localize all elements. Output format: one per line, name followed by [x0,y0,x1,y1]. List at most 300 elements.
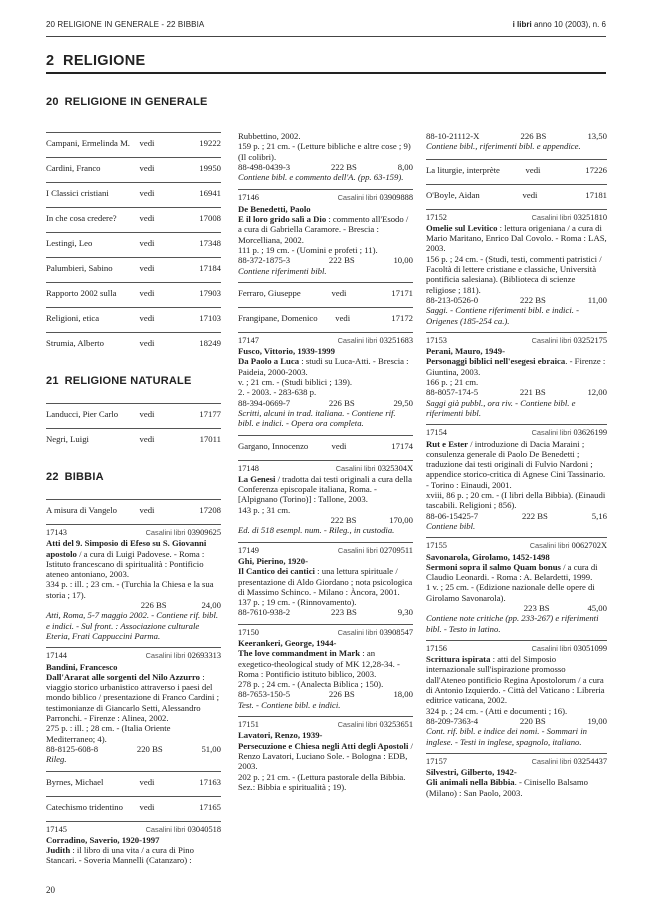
entry-text: 2. - 2003. - 283-638 p. [238,387,317,398]
entry-text: 222 BS [331,161,357,172]
chapter-rule [46,72,606,74]
xref-name: Catechismo tridentino [46,801,123,812]
entry-text: v. ; 21 cm. - (Studi biblici ; 139). [238,377,353,388]
entry-text: 278 p. ; 24 cm. - (Analecta Biblica ; 150). [238,679,384,690]
entry-text: . - Firenze : Giuntina, 2003. [426,356,606,377]
xref-name: Landucci, Pier Carlo [46,409,119,419]
xref-row [238,282,413,307]
entry-header [46,651,221,661]
entry-text: 88-06-15425-7 [426,510,479,521]
entry-text: 88-7653-150-5 [238,689,291,700]
entry-text: 19,00 [587,715,607,726]
xref-ref: 19950 [199,163,221,173]
xref-row [238,435,413,460]
entry-header [238,546,413,556]
xref-ref: 17008 [199,213,221,223]
xref-ref: 17172 [391,312,413,323]
entry-author: Ghi, Pierino, 1920- [238,555,308,566]
entry-isbn-line [426,716,607,726]
chapter-name: RELIGIONE [63,53,146,69]
entry-text: 03254437 [573,756,607,766]
entry-text: 03252175 [573,335,607,345]
xref-name: I Classici cristiani [46,188,109,198]
xref-name: Campani, Ermelinda M. [46,138,130,148]
source-label [336,464,413,474]
entry-text: 17146 [238,193,259,203]
xref-row [46,207,221,232]
entry-text: 88-498-0439-3 [238,161,291,172]
section-heading-20: 20 RELIGIONE IN GENERALE [46,96,208,108]
xref-name: Religioni, etica [46,313,100,323]
xref-see: vedi [139,213,155,223]
entry-17149 [238,542,413,624]
entry-text: 223 BS [523,602,550,613]
entry-title [46,672,221,723]
issue-info: anno 10 (2003), n. 6 [531,20,606,29]
entry-text: Persecuzione e Chiesa negli Atti degli Apostoli [238,740,409,751]
xref-ref: 17208 [199,505,221,515]
entry-text: 17151 [238,720,259,730]
xref-row [46,403,221,428]
entry-text: Casalini libri [145,824,186,834]
entry-header [46,825,221,835]
entry-text: 03040518 [187,824,221,834]
entry-header [46,528,221,538]
xref-see: vedi [139,505,155,515]
entry-text: 226 BS [328,397,355,408]
xref-ref: 17103 [199,313,221,323]
entry-text: 17149 [238,545,259,555]
xref-ref: 17165 [199,801,221,812]
entry-text: 1 v. ; 25 cm. - (Edizione nazionale delle opere di Girolamo Savonarola). [426,582,595,603]
entry-text: 17152 [426,212,447,222]
xref-see: vedi [331,287,347,298]
entry-text: 159 p. ; 21 cm. - (Letture bibliche e altre cose ; 9) (Il colibri). [238,141,411,162]
entry-title [238,741,413,772]
entry-note: Contiene bibl. e commento dell'A. (pp. 63-159). [238,172,404,183]
entry-text: 137 p. ; 19 cm. - (Rinnovamento). [238,597,357,608]
section-heading-22: 22 BIBBIA [46,471,104,483]
entry-text: 222 BS [522,510,548,521]
entry-text: 17157 [426,756,447,766]
entry-author: Fusco, Vittorio, 1939-1999 [238,346,335,357]
running-header-right [513,20,606,29]
entry-note: Saggi già pubbl., ora riv. - Contiene bibl. e riferimenti bibl. [426,397,576,418]
xref-name: Negri, Luigi [46,434,89,444]
entry-text: 88-8057-174-5 [426,387,479,398]
entry-text: 275 p. : ill. ; 28 cm. - (Italia Oriente Mediterraneo; 4). [46,723,171,744]
xref-see: vedi [139,776,155,787]
entry-text: Rut e Ester [426,438,468,449]
xref-row [426,184,607,209]
xref-row [46,282,221,307]
entry-text: 220 BS [519,715,546,726]
entry-text: 03251810 [573,212,607,222]
running-header-left: 20 RELIGIONE IN GENERALE - 22 BIBBIA [46,20,205,29]
entry-author: Perani, Mauro, 1949- [426,346,505,357]
entry-author: Lavatori, Renzo, 1939- [238,730,323,741]
xref-name: Ferraro, Giuseppe [238,287,301,298]
entry-text: 17145 [46,824,67,834]
entry-text: The love commandment in Mark [238,648,361,659]
entry-text: Casalini libri [531,643,572,653]
entry-text: 29,50 [393,397,413,408]
xref-see: vedi [525,164,541,175]
entry-header [426,644,607,654]
xref-row [46,307,221,332]
entry-text: 17156 [426,643,447,653]
entry-text: Casalini libri [531,335,572,345]
entry-17153 [426,332,607,424]
entry-note: Contiene riferimenti bibl. [238,265,327,276]
entry-note: Scritti, alcuni in trad. italiana. - Contiene rif. bibl. e indici. - Opera ora completa. [238,407,396,429]
header-rule [46,36,606,37]
source-label [338,193,413,203]
xref-see: vedi [522,189,538,200]
entry-17152 [426,209,607,332]
chapter-number: 2 [46,53,55,69]
entry-header [238,628,413,638]
xref-ref: 18249 [199,338,221,348]
source-label [532,757,607,767]
xref-row [238,307,413,332]
xref-row [46,232,221,257]
xref-see: vedi [139,238,155,248]
entry-isbn-line [238,689,413,699]
entry-title [238,566,413,597]
entry-text: Casalini libri [531,428,572,438]
entry-text [426,131,607,141]
entry-text: 12,00 [587,387,607,398]
xref-see: vedi [139,338,155,348]
xref-see: vedi [139,188,155,198]
entry-title [238,474,413,505]
entry-title [426,562,607,583]
xref-row [46,132,221,157]
source-label [146,651,221,661]
entry-text: 18,00 [393,689,413,700]
entry-title [46,845,221,866]
xref-row [46,257,221,282]
entry-17145 [46,821,221,872]
xref-row [426,159,607,184]
entry-text: 88-213-0526-0 [426,294,479,305]
xref-row [46,182,221,207]
xref-list-21 [46,403,221,453]
xref-name: Rapporto 2002 sulla [46,288,117,298]
entry-text: 324 p. ; 24 cm. - (Atti e documenti ; 16). [426,705,568,716]
entry-isbn-line [46,600,221,610]
entry-17147 [238,332,413,435]
entry-text: Gli animali nella Bibbia [426,777,515,788]
entry-text: : studi su Luca-Atti. - Brescia : Paideia, 2000-2003. [238,356,409,377]
entry-header [426,541,607,551]
column-2 [238,131,413,798]
entry-text: : commento all'Esodo / a cura di Gabriella Caramore. - Brescia : Morcelliana, 2002. [238,214,409,245]
entry-text: 143 p. ; 31 cm. [238,504,291,515]
xref-ref: 17226 [585,164,607,175]
entry-text: 13,50 [587,131,607,141]
column-1 [46,96,221,872]
entry-17144 [46,647,221,770]
entry-text: Personaggi biblici nell'esegesi ebraica [426,356,566,367]
entry-text: 17155 [426,541,447,551]
entry-text: 222 BS [328,255,355,266]
xref-ref: 17181 [585,189,607,200]
entry-text: 88-10-21112-X [426,131,480,141]
entry-author: Savonarola, Girolamo, 1452-1498 [426,551,550,562]
entry-title [46,538,221,579]
entry-text: 5,16 [591,510,607,521]
entry-text: 11,00 [587,294,607,305]
entry-text: Sermoni sopra il salmo Quam bonus [426,561,561,572]
entry-author: Keerankeri, George, 1944- [238,637,337,648]
entry-text: 222 BS [330,515,357,526]
entry-text: xviii, 86 p. ; 20 cm. - (I libri della Bibbia). (Einaudi tascabili. Religioni ; 856). [426,490,606,511]
entry-isbn-line [426,603,607,613]
entry-title [426,654,607,705]
xref-ref: 17011 [199,434,221,444]
entry-17145-continued [238,131,413,189]
entry-17154 [426,424,607,537]
entry-text: 24,00 [201,600,221,611]
entry-header [238,720,413,730]
entry-isbn-line [238,162,413,172]
xref-name: A misura di Vangelo [46,505,118,515]
entry-text: Casalini libri [337,627,378,637]
entry-text: La Genesi [238,473,276,484]
xref-see: vedi [139,263,155,273]
entry-text: Scrittura ispirata [426,654,491,665]
entry-title [426,356,607,377]
xref-see: vedi [331,440,347,451]
entry-note: Saggi. - Contiene riferimenti bibl. e indici. - Origenes (185-254 ca.). [426,305,579,326]
entry-text: Casalini libri [531,756,572,766]
entry-isbn-line [238,398,413,408]
xref-see: vedi [139,138,155,148]
xref-name: Byrnes, Michael [46,776,104,787]
entry-note: Rileg. [46,754,67,765]
xref-name: Cardini, Franco [46,163,101,173]
journal-title: i libri [512,20,532,29]
entry-text: 17147 [238,335,259,345]
entry-text: 03051099 [573,643,607,653]
entry-text: 17143 [46,528,67,537]
entry-text: 88-8125-608-8 [46,743,99,754]
entry-17148 [238,460,413,542]
xref-name: In che cosa credere? [46,213,117,223]
entry-text: / Renzo Lavatori, Luciano Sole. - Bologna : EDB, 2003. [238,740,413,772]
source-label [532,644,607,654]
xref-ref: 17171 [391,287,413,298]
entry-text: 0325304X [377,463,413,473]
source-label [146,825,221,835]
entry-text: Casalini libri [531,212,572,222]
entry-text: / a cura di Claudio Leonardi. - Roma : A. Belardetti, 1999. [426,561,598,583]
entry-text: 226 BS [140,600,167,611]
xref-row [46,428,221,453]
entry-header [238,193,413,203]
entry-text: 02709511 [379,545,413,555]
entry-text: 226 BS [328,689,355,700]
entry-text: 170,00 [389,515,413,526]
xref-name: Lestingi, Leo [46,238,93,248]
xref-see: vedi [139,163,155,173]
xref-row [46,796,221,821]
entry-text: Contiene bibl., riferimenti bibl. e appendice. [426,141,581,152]
entry-header [238,336,413,346]
entry-text: Casalini libri [337,193,378,203]
entry-text: Da Paolo a Luca [238,356,300,367]
entry-text: 223 BS [331,607,357,618]
entry-text: 221 BS [519,387,546,398]
entry-text: 222 BS [520,294,546,305]
xref-row [46,157,221,182]
entry-isbn-line [238,515,413,525]
entry-text: 17153 [426,335,447,345]
xref-ref: 16941 [199,188,221,198]
xref-name: La liturgie, interprète [426,164,500,175]
entry-text: . - Cinisello Balsamo (Milano) : San Paolo, 2003. [426,777,588,798]
entry-text: 166 p. ; 21 cm. [426,377,479,388]
entry-note: Contiene note critiche (pp. 233-267) e riferimenti bibl. - Testo in latino. [426,613,599,634]
entry-text: 02693313 [187,651,221,661]
entry-17146 [238,189,413,281]
source-label [530,541,607,551]
entry-text: 17148 [238,463,259,473]
entry-text: 03253651 [379,720,413,730]
entry-text: Rubbettino, 2002. [238,131,301,141]
entry-header [426,213,607,223]
entry-text: 03626199 [573,428,607,438]
xref-see: vedi [139,409,155,419]
source-label [532,336,607,346]
entry-text: : viaggio storico urbanistico attraverso i paesi del mondo biblico / presentazione di Franco Cardini ; testimonianze di Giancarlo Setti, Alessandro Parronchi. - Firenze : Alinea, 2002. [46,671,219,724]
section-heading-21: 21 RELIGIONE NATURALE [46,375,192,387]
xref-ref: 17163 [199,776,221,787]
entry-text: / introduzione di Dacia Maraini ; consulenza generale di Paolo De Benedetti ; traduzione dai testi originali di Fulvio Nardoni ; appendice storico-critica di Agnese Cini Tassinario. - Torino : Einaudi, 2001. [426,438,606,490]
entry-author: Corradino, Saverio, 1920-1997 [46,834,160,845]
xref-row [46,499,221,524]
entry-text: Casalini libri [145,651,186,661]
entry-isbn-line [46,744,221,754]
entry-text: 88-7610-938-2 [238,607,291,618]
source-label [338,720,413,730]
entry-text: Dall'Ararat alle sorgenti del Nilo Azzurro [46,671,201,682]
entry-17151 [238,716,413,798]
entry-header [426,757,607,767]
xref-see: vedi [335,312,351,323]
entry-text: : il libro di una vita / a cura di Pino Stancari. - Soveria Mannelli (Catanzaro) : [46,845,194,866]
entry-text: 10,00 [393,255,413,266]
entry-header [426,336,607,346]
entry-text: 334 p. : ill. ; 23 cm. - (Turchia la Chiesa e la sua storia ; 17). [46,579,214,600]
entry-text: 17144 [46,651,67,661]
entry-title [238,648,413,679]
entry-isbn-line [238,255,413,265]
entry-isbn-line [426,295,607,305]
entry-text: Casalini libri [529,541,570,551]
entry-text: Casalini libri [337,545,378,555]
xref-name: Gargano, Innocenzo [238,440,309,451]
entry-17156 [426,640,607,753]
entry-text: Il Cantico dei cantici [238,566,315,577]
entry-text: : atti del Simposio internazionale sull'ispirazione promosso dall'Ateneo pontificio Regina Apostolorum / a cura di Antonio Izquierdo. - Città del Vaticano : Libreria editrice vaticana, 2002. [426,654,605,706]
entry-isbn-line [426,511,607,521]
source-label [338,546,413,556]
xref-name: O'Boyle, Aidan [426,189,480,200]
entry-17143 [46,524,221,647]
xref-see: vedi [139,801,155,812]
xref-see: vedi [139,434,155,444]
xref-name: Palumbieri, Sabino [46,263,113,273]
entry-header [238,464,413,474]
entry-text: 51,00 [201,743,221,754]
xref-ref: 19222 [199,138,221,148]
entry-text: 03908547 [379,627,413,637]
entry-text: Atti del 9. Simposio di Efeso su S. Giovanni apostolo [46,538,207,559]
entry-text: 226 BS [520,131,547,141]
entry-text: : an exegetico-theological study of MK 12,28-34. - Roma : Pontificio istituto biblico, 2003. [238,648,400,679]
source-label [338,336,413,346]
entry-text: 156 p. ; 24 cm. - (Studi, testi, commenti patristici / Facoltà di lettere cristiane e classiche, Università pontificia salesiana). (Biblioteca di scienze religiose ; 181). [426,253,602,295]
entry-note: Ed. di 518 esempl. num. - Rileg., in custodia. [238,525,395,536]
column-3 [426,131,607,804]
source-label [146,528,221,538]
source-label [338,628,413,638]
entry-text: Casalini libri [337,335,378,345]
entry-note: Contiene bibl. [426,520,476,531]
entry-text: Judith [46,845,71,856]
xref-name: Frangipane, Domenico [238,312,318,323]
entry-note: Atti, Roma, 5-7 maggio 2002. - Contiene rif. bibl. e indici. - Sul front. : Associazione culturale Eteria, Frati Cappuccini Parma. [46,610,219,641]
entry-text: 88-372-1875-3 [238,255,291,266]
entry-17157 [426,753,607,804]
entry-isbn-line [238,607,413,617]
xref-ref: 17174 [391,440,413,451]
entry-text: / a cura di Luigi Padovese. - Roma : Istituto francescano di spiritualità : Pontificio ateneo antoniano, 2003. [46,548,205,580]
xref-row [46,332,221,357]
entry-text: / tradotta dai testi originali a cura della Conferenza episcopale italiana, Roma. - [Alpignano (Torino)] : Tallone, 2003. [238,473,412,505]
entry-text: 03909888 [379,193,413,203]
xref-ref: 17184 [199,263,221,273]
xref-row [46,771,221,796]
entry-isbn-line [426,387,607,397]
entry-note: Cont. rif. bibl. e indice dei nomi. - Sommari in inglese. - Testi in inglese, spagnolo, italiano. [426,726,587,747]
entry-text: Casalini libri [145,528,186,537]
xref-ref: 17903 [199,288,221,298]
entry-author: Silvestri, Gilberto, 1942- [426,767,517,778]
entry-text: 88-394-0669-7 [238,397,291,408]
entry-header [426,428,607,438]
xref-ref: 17348 [199,238,221,248]
entry-text: : lettura origeniana / a cura di Mario Maritano, Enrico Dal Covolo. - Roma : LAS, 2003. [426,222,607,254]
entry-text: 220 BS [136,743,163,754]
entry-title [426,777,607,798]
entry-title [238,356,413,377]
entry-text: Casalini libri [335,463,376,473]
entry-text: 202 p. ; 21 cm. - (Lettura pastorale della Bibbia. Sez.: Bibbia e spiritualità ; 19). [238,771,406,792]
entry-text: 88-209-7363-4 [426,715,479,726]
entry-text: 111 p. ; 19 cm. - (Uomini e profeti ; 11). [238,244,378,255]
entry-17151-continued [426,131,607,159]
xref-name: Strumia, Alberto [46,338,104,348]
source-label [532,428,607,438]
entry-text: 17154 [426,428,447,438]
source-label [532,213,607,223]
entry-title [426,223,607,254]
entry-author: De Benedetti, Paolo [238,203,311,214]
